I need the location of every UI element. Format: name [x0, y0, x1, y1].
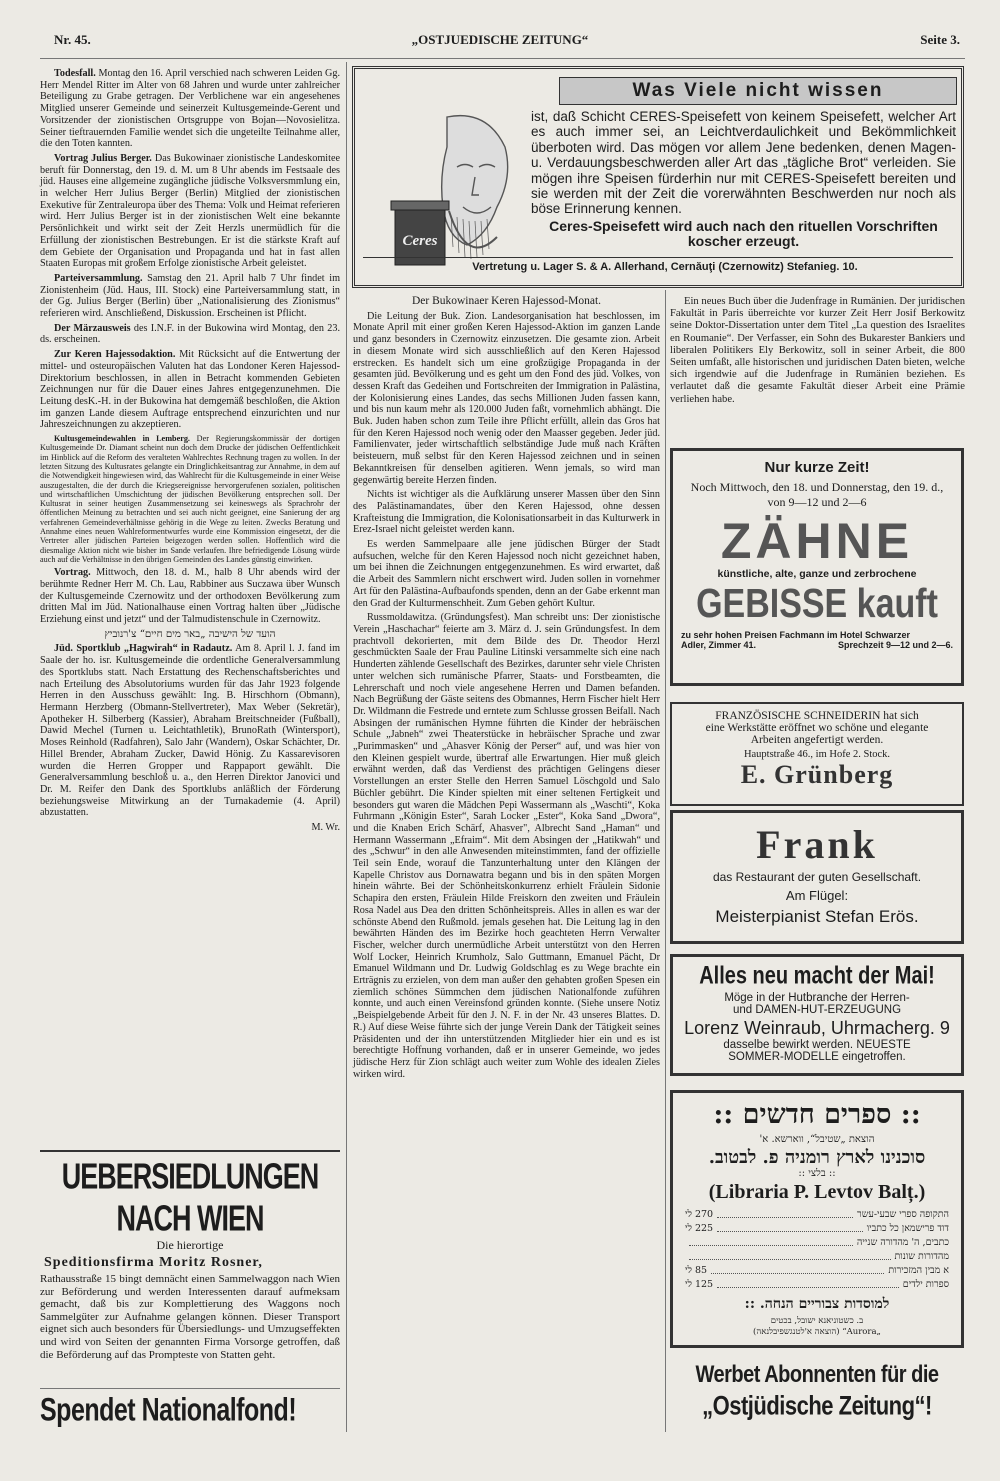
- spendet-nationalfond: Spendet Nationalfond!: [40, 1392, 297, 1429]
- levtov-item-leader: [717, 1278, 899, 1288]
- col1-paragraph-text: Am 8. April l. J. fand im Saale der ho. isr. Kultusgemeinde die ordentliche Generalversammlung des Sportklubs statt. Nach Erstattung des Rechenschaftsberichtes und nach Erteilung des Absolutoriums wurden für das Jahr 1923 folgende Herren in den Ausschuss gewählt: Ing. B. Hirschhorn (Obmann), Hermann Herzberg (Obmann-Stellvertreter), Max Weber (Sekretär), Apotheker H. Silberberg (Kassier), Abraham Breitschneider (Fußball), Dawid Mechel (Turnen u. Leichtathletik), BrunoRath (Wintersport), Moses Reinhold (Radfahren), Salo Jahr (Wandern), Oskar Schächter, Dr. Hillel Brender, Abraham Zucker, Dawid Hönig. Zu Kassarevisoren wurden die Herren Gropper und Rappaport gewählt. Die Generalversammlung beschloß u. a., den Herren Direktor Janovici und Dr. M. Reifer den Dank des Sportklubs anläßlich der Förderung beziehungsweise Mitwirkung an der Turnakademie (4. April) abzustatten.: [40, 643, 341, 819]
- col1-paragraph-text: Montag den 16. April verschied nach schweren Leiden Gg. Herr Mendel Ritter im Alter von 68 Jahren und wurde unter zahlreicher Beteiligung zu Grabe getragen. Der Verblichene war ein angesehenes Mitglied unserer Gemeinde und seinerzeit Kultusgemeinde-Gerent und Vorsitzender der zionistischen Ortsgruppe von Bojan—Novosielitza. Seiner tieftrauernden Familie wendet sich die ungeteilte Teilnahme aller, die den Toten kannten.: [40, 68, 340, 150]
- ad-levtov-sub-1: הוצאת „שטיבל“, ווארשא. א': [759, 1134, 875, 1145]
- col1-paragraph-lead: Todesfall.: [54, 68, 96, 79]
- newspaper-title: „OSTJUEDISCHE ZEITUNG“: [411, 32, 589, 47]
- col1-paragraph-lead: Jüd. Sportklub „Hagwirah“ in Radautz.: [54, 643, 233, 655]
- col1-paragraph: [40, 349, 340, 431]
- ad-mai-line-1: Möge in der Hutbranche der Herren-: [724, 992, 910, 1004]
- col1-paragraph-lead: Kultusgemeindewahlen in Lemberg.: [54, 434, 190, 444]
- col1-paragraph-text: Das Bukowinaer zionistische Landeskomitee beruft für Donnerstag, den 19. d. M. um 8 Uhr abends im Festsaale des jüd. Hauses eine allgemeine zugängliche jüdische Volksversmmlung ein, in welcher Herr Julius Berger (Berlin) Mitglied der zionistischen Exekutive für Zentraleuropa über des Thema: Volk und Heimat referieren wird. Herr Julius Berger ist in der zionistischen Welt eine bekannte Persönlichkeit und wirkt seit der Zeit Herzls unermüdlich für die Erfüllung der zionistischen Bestrebungen. Er ist die stärkste Kraft auf dem Gebiete der Organisation und Propaganda und hat in fast allen Staaten Europas mit großem Erfolge zionistische Arbeit geleistet.: [40, 152, 340, 270]
- col1-paragraph-lead: Vortrag Julius Berger.: [54, 152, 152, 164]
- col1-paragraph-text: Der Regierungskommissär der dortigen Kultusgemeinde Dr. Diamant scheint nun doch dem Drucke der jüdischen Oeffentlichkeit im Hinblick auf die Reform des veralteten Wahlrechtes Rechnung tragen zu wollen. In der letzten Sitzung des Kultusrates gelangte ein Dringlichkeitsantrag zur Annahme, in dem auf die Notwendigkeit hingewiesen wird, das Wahlrecht für die Kultusgemeinde in einer Weise auszugestalten, die der durch die Kriegsereignisse hervorgerufenen sozialen, politischen und wirtschaftlichen Umschichtung der jüdischen Bevölkerung entsprechen soll. Der Kultusrat in seiner heutigen Zusammensetzung sei keineswegs als Sprachrohr der öffentlichen Meinung zu betrachten und sei auch nicht geeignet, eine Sanierung der arg verfahrenen Gemeindeverhältnisse gehörig in die Wege zu leiten. Zwecks Beratung und Annahme eines neuen Wahlreformentwurfes wurde eine Kommission eingesetzt, der die Vertreter aller jüdischen Parteien beigezogen werden sollen. Hoffentlich wird die diesmalige Aktion nicht wie bisher im Sande verlaufen. Ihre befriedigende Lösung würde auch auf die Verhältnisse in den übrigen Gemeinden des Landes günstig einwirken.: [40, 434, 340, 564]
- col1-paragraph-lead: Zur Keren Hajessodaktion.: [54, 349, 176, 361]
- ad-levtov-sub-3: :: בלצי ::: [798, 1168, 836, 1179]
- spendet-rule: [40, 1388, 340, 1389]
- column-rule-1: [346, 62, 347, 1432]
- ad-zaehne-footer-3: Sprechzeit 9—12 und 2—6.: [837, 640, 953, 650]
- col1-paragraph-lead: Parteiversammlung.: [54, 272, 143, 284]
- ad-levtov-footer-1: למוסדות צבוריים הנחה. ::: [744, 1296, 890, 1312]
- ad-frank-pianist: Meisterpianist Stefan Erös.: [715, 907, 919, 926]
- levtov-item-price: 270 לי: [685, 1209, 714, 1220]
- ad-mai-line-2: und DAMEN-HUT-ERZEUGUNG: [732, 1004, 902, 1016]
- col3-book-notice: Ein neues Buch über die Judenfrage in Rumänien. Der juridischen Fakultät in Paris überreichte vor kurzer Zeit Herr Josif Berkowitz seine Doktor-Dissertation unter dem Titel „La question des Israelites en Roumanie“. Der Verfasser, ein Sohn des Bukarester Bankiers und liberalen Politikers Ely Berkowitz, soll in seiner Arbeit, die 800 Seiten umfaßt, alle historischen und juridischen Daten bieten, welche sich irgendwie auf die Judenfrage in Rumänien beziehen. Es verlautet daß die gesamte Fakultät dieser Arbeit eine Prämie verliehen habe.: [670, 296, 965, 405]
- levtov-item-text: כתבים, ה' מהדורה שנייה: [856, 1237, 949, 1248]
- col1-paragraph: [40, 68, 340, 150]
- ad-zaehne-sub: künstliche, alte, ganze und zerbrochene: [717, 568, 917, 580]
- levtov-item-row: [685, 1208, 949, 1222]
- ad-uebersiedlungen-sub: Die hierortige: [156, 1238, 224, 1252]
- levtov-item-text: ספרות ילדים: [902, 1279, 949, 1290]
- issue-number: Nr. 45.: [54, 32, 91, 47]
- ad-ceres: [352, 66, 964, 288]
- column-rule-2: [665, 290, 666, 1432]
- levtov-item-leader: [689, 1250, 891, 1260]
- ad-zaehne-footer-1: zu sehr hohen Preisen Fachmann im Hotel Schwarzer: [681, 630, 911, 640]
- ad-levtov-footer-2: ב. כשטוניאנא ישובל, בכטים: [770, 1316, 864, 1326]
- col1-paragraph-text: Mit Rücksicht auf die Entwertung der mittel- und osteuropäischen Valuten hat das Londoner Keren Hajessod-Direktorium beschlossen, in allen in Betracht kommenden Gebieten Zeichnungen nur für die Dauer eines Jahres entgegenzunehmen. Die Leitung desK.-H. in der Bukowina hat demgemäß beschloßen, die Aktion im ganzen Lande diesem Auftrage entsprechend einzurichten und nur Jahreszeichnungen zu akzeptieren.: [40, 349, 340, 431]
- levtov-item-price: 85 לי: [685, 1265, 708, 1276]
- levtov-item-leader: [717, 1222, 863, 1232]
- levtov-item-row: [685, 1264, 949, 1278]
- levtov-item-leader: [717, 1208, 853, 1218]
- ad-werbet: [670, 1358, 964, 1428]
- col2-paragraph: Es werden Sammelpaare alle jene jüdischen Bürger der Stadt aufsuchen, welche für den Keren Hajessod noch nicht gezeichnet haben, um bei ihnen die Zeichnungen entgegenzunehmen. Es wird erwartet, daß die Arbeit des Sammlern nicht erschwert wird. Juden sollen in vornehmer Art für den Palästina-Aufbaufonds spenden, denn an der Gabe erkennt man den Grad der Kulturmenschheit. Zum Geben gehört Kultur.: [353, 539, 660, 609]
- col2-headline: Der Bukowinaer Keren Hajessod-Monat.: [411, 295, 602, 307]
- ad-levtov-items: [685, 1208, 949, 1292]
- ad-frank-sub: das Restaurant der guten Gesellschaft.: [712, 870, 922, 884]
- ad-schneiderin-line-2: eine Werkstätte eröffnet wo schöne und elegante: [705, 722, 929, 734]
- col1-paragraph-text: M. Wr.: [311, 822, 340, 834]
- ad-mai: [670, 954, 964, 1076]
- ad-uebersiedlungen-body: Rathausstraße 15 bingt demnächt einen Sammelwaggon nach Wien zur Beförderung und werden Interessenten darauf aufmeksam gemacht, daß bis zur Komplettierung des Waggons noch Sammelgüter zur Aufnahme gelangen können. Dieser Transport eignet sich auch besonders für Übersiedlungs- und Umzugseffekten und wird von Seiten der genannten Firma Vorsorge getroffen, daß die Beförderung auf das Prompteste von Statten geht.: [40, 1273, 340, 1361]
- ad-mai-name: Lorenz Weinraub, Uhrmacherg. 9: [684, 1018, 950, 1038]
- col1-paragraph-lead: Vortrag.: [54, 567, 91, 579]
- col1-paragraph: [40, 643, 340, 819]
- col2-paragraph: Nichts ist wichtiger als die Aufklärung unserer Massen über den Sinn des Palästinamandates, über den Keren Hajessod, ohne dessen Krafteistung die Immigration, die Kolonisationsarbeit in das Kulturwerk in Erez-Israel nicht geleistet werden kann.: [353, 489, 660, 536]
- col1-paragraph: [40, 822, 340, 834]
- column-2: [353, 296, 660, 1083]
- ad-schneiderin-line-1: FRANZÖSISCHE SCHNEIDERIN hat sich: [715, 710, 919, 722]
- ceres-illustration: [387, 107, 525, 267]
- ad-ceres-text: ist, daß Schicht CERES-Speisefett von keinem Speisefett, welcher Art es auch immer sei, an Leichtverdaulichkeit und Bekömmlichkeit überboten wird. Das mögen vor allem Jene bedenken, denen Magen-u. Verdauungsbeschwerden aller Art das „tägliche Brot“ verleiden. Sie mögen ihre Speisen fürderhin nur mit CERES-Speisefett bereiten und sie werden mit der Zeit die vorerwähnten Beschwerden nur noch als böse Erinnerung kennen.: [531, 109, 956, 217]
- ad-mai-title: Alles neu macht der Mai!: [699, 962, 935, 990]
- levtov-item-text: התקופה ספרי שבעי-עשר: [857, 1209, 949, 1220]
- ad-ceres-title: Was Viele nicht wissen: [559, 77, 957, 105]
- ad-schneiderin-name: E. Grünberg: [740, 760, 894, 789]
- levtov-item-row: [685, 1250, 949, 1264]
- col1-paragraph: [40, 629, 340, 641]
- ad-ceres-bold-line: Ceres-Speisefett wird auch nach den rituellen Vorschriften koscher erzeugt.: [549, 217, 938, 249]
- ad-levtov-title: :: ספרים חדשים ::: [713, 1099, 921, 1130]
- column-3: [670, 296, 965, 409]
- ad-frank: [670, 810, 964, 944]
- col1-paragraph: [40, 323, 340, 346]
- col1-paragraph: [40, 434, 340, 564]
- col1-paragraph: [40, 567, 340, 626]
- ad-zaehne-title: ZÄHNE: [720, 513, 914, 569]
- ad-uebersiedlungen-firm: Speditionsfirma Moritz Rosner,: [44, 1255, 263, 1270]
- ad-ceres-rule: [363, 257, 953, 258]
- ad-frank-fluegel: Am Flügel:: [785, 888, 849, 903]
- levtov-item-price: 125 לי: [685, 1279, 714, 1290]
- col1-paragraph-text: הועד של הישיבה „באר מים חיים“ צ'רנוביץ: [104, 628, 276, 640]
- col1-paragraph-text: des I.N.F. in der Bukowina wird Montag, den 23. ds. erscheinen.: [40, 322, 340, 346]
- levtov-item-text: א מבין המזכירות: [888, 1265, 949, 1276]
- ad-mai-line-4: SOMMER-MODELLE eingetroffen.: [728, 1051, 906, 1063]
- ad-schneiderin-address: Hauptstraße 46., im Hofe 2. Stock.: [743, 749, 891, 760]
- column-1: [40, 68, 340, 837]
- ad-zaehne-top: Nur kurze Zeit!: [764, 459, 870, 476]
- ad-levtov-sub-2: סוכנינו לארץ רומניה פ. לבטוב.: [708, 1147, 926, 1168]
- levtov-item-row: [685, 1236, 949, 1250]
- ad-werbet-line-2: „Ostjüdische Zeitung“!: [702, 1390, 932, 1421]
- col2-paragraph: Russmoldawitza. (Gründungsfest). Man schreibt uns: Der zionistische Verein „Haschachar“ feierte am 3. März d. J. sein Gründungsfest. In dem prachtvoll dekorierten, mit dem Bilde des Dr. Theodor Herzl geschmückten Saale der Frau Pauline Litinski versammelte sich eine nach Hunderten zählende Gesellschaft des Bezirkes, darunter sehr viele Christen unter welchen sich rumänische Pfarrer, Staats- und Forstbeamten, die Lehrerschaft und noch viele angesehene Herren und Damen befanden. Nach Begrüßung der Gäste seitens des Obmannes, Herrn Fischer hielt Herr Dr. Wildmann die Festrede und erntete zum Schlusse grossen Beifall. Nach Absingen der rumänischen Hymne führten die Kinder der hebräischen Schule „Jabneh“ zwei Theaterstücke in hebräischer Sprache und zwar „Purimmasken“ und „Ahasver König der Perser“ auf, und was hier von den Kleinen gespielt wurde, übertraf alle Erwartungen. Hier muß gleich erwähnt werden, daß das Verdienst des prächtigen Gelingens dieser Vorstellungen an erster Stelle den Herren Samuel Löschgold und Salo Büchler gebührt. Die Kinder spielten mit einer seltenen Fertigkeit und besonders gut waren die Mädchen Pepi Wassermann als „Waschti“, Koka Fuhrmann „Königin Ester“, Sarah Locker „Ester“, Koka Sand „Dwora“, und die Knaben Erich Schärf, Ahasver", Albrecht Sand „Haman“ und Hermann Wassermann „Efraim“. Mit dem Absingen der „Hatikwah“ und des „Schwur“ in den alle Anwesenden miteinstimmten, fand der offizielle Teil sein Ende, worauf die Tanzunterhaltung unter den Klängen der Kapelle Christov aus Dornawatra begann und bis in den späten Morgen hinein währte. Bei der Schönheitskonkurrenz erhielt Fräulein Sidonie Schapira den ersten, Fräulein Hilde Freiskorn den zweiten und Fräulein Rosa Nadel aus Dea den dritten Schönheitspreis. Alles in allen es war der schönste Abend den Rußmold. jemals gesehen hat. Die Leitung lag in den bewährten Händen des im Bezirke hoch geachteten Herrn Verwalter Fischer, welcher durch unermüdliche Arbeit unterstützt von den Herren Wolf Locker, Heinrich Krumholz, Salo Guttmann, Emanuel Pächt, Dr Emanuel Wildmann und Dr. Ludwig Goldschlag es zu Wege brachte ein Erträgnis zu erzielen, von dem man außer den gehabten großen Spesen ein ziemlich schönes Sümmchen dem jüdischen Nationalfonde zuführen konnte, und auch einen Vereinsfond gründen konnte. (Siehe unsere Notiz „Beispielgebende Arbeit für den J. N. F. in der Nr. 43 unseres Blattes. D. R.) Auf diese Weise führte sich der junge Verein Dank der Tätigkeit seines Präsidenten und der ihn unterstützenden Mitglieder hier ein und es ist berechtigte Hoffnung vorhanden, daß er in unserer Gemeinde, wo jedes jüdische Herz für Zion schlägt auch weiter zum Wohle des idealen Zieles wirken wird.: [353, 612, 660, 1080]
- ad-schneiderin: [670, 702, 964, 806]
- col1-paragraph-text: Samstag den 21. April halb 7 Uhr findet im Zionistenheim (Jüd. Haus, III. Stock) eine Parteiversammlung statt, in der Gg. Julius Berger (Berlin) über „Nationalisierung des Zionismus“ referieren wird. Anschließend, Diskussion. Erscheinen ist Pflicht.: [40, 272, 340, 320]
- ad-schneiderin-line-3: Arbeiten angefertigt werden.: [750, 734, 884, 746]
- page-header: [40, 30, 960, 52]
- ad-mai-line-3: dasselbe bewirkt werden. NEUESTE: [723, 1039, 911, 1051]
- ad-ceres-body: [531, 109, 956, 249]
- ceres-can-label: Ceres: [402, 233, 438, 249]
- col1-paragraph-lead: Der Märzausweis: [54, 322, 131, 334]
- col1-paragraph: [40, 153, 340, 270]
- levtov-item-leader: [711, 1264, 884, 1274]
- header-rule: [40, 58, 965, 59]
- page-number: Seite 3.: [920, 32, 960, 47]
- ad-zaehne-gebisse: GEBISSE kauft: [696, 581, 938, 627]
- ad-zaehne-footer-2: Adler, Zimmer 41.: [681, 640, 757, 650]
- ad-levtov: [670, 1090, 964, 1348]
- levtov-item-leader: [689, 1236, 853, 1246]
- levtov-item-row: [685, 1222, 949, 1236]
- levtov-item-price: 225 לי: [685, 1223, 714, 1234]
- col2-paragraph: Die Leitung der Buk. Zion. Landesorganisation hat beschlossen, im Monate April mit einer großen Keren Hajessod-Aktion im ganzen Lande und ganz besonders in Czernowitz einzusetzen. Die gesamte zion. Arbeit in diesem Monate wird sich ausschließlich auf den Keren Hajessod erstrecken. Es handelt sich um eine großzügige Propaganda in der gesamten jüd. Bevölkerung und es geht um den Fond des jüd. Volkes, von dessen Kraft das Gedeihen und Fortschreiten der Immigration in Palästina, der Kolonisierung eines Landes, das sechs Millionen Juden fassen kann, und bis nun kaum mehr als 120.000 Juden faßt, vornehmlich abhängt. Die Buk. Juden haben schon zum Teile ihre Pflicht erfüllt, allein das Gros hat für den Keren Hajessod noch wenig oder den Maasser gegeben. Jeder jüd. Familienvater, jeder wirtschaftlich selbständige Jude muß nach Kräften beisteuern, muß selbst für den Keren Hajessod zeichnen und in seinen Bekanntkreisen für denselben agitieren. Wenn jemals, so wird man gegenwärtig bereite Herzen finden.: [353, 310, 660, 486]
- ad-zaehne: [670, 448, 964, 686]
- ad-levtov-name: (Libraria P. Levtov Balț.): [708, 1181, 926, 1203]
- ad-frank-name: Frank: [756, 822, 878, 867]
- ad-uebersiedlungen-title: UEBERSIEDLUNGEN NACH WIEN: [61, 1156, 319, 1239]
- ad-zaehne-dates: Noch Mittwoch, den 18. und Donnerstag, den 19. d., von 9—12 und 2—6: [690, 480, 944, 509]
- levtov-item-text: מהדורות שונות: [894, 1251, 949, 1262]
- col1-paragraph: [40, 273, 340, 320]
- levtov-item-text: דוד פרישמאן כל כתביו: [866, 1223, 949, 1234]
- col1-paragraph-text: Mittwoch, den 18. d. M., halb 8 Uhr abends wird der berühmte Redner Herr M. Ch. Lau, Rabbiner aus Suczawa über Wunsch der Kultusgemeinde Czernowitz und der orthodoxen Bevölkerung zum dritten Mal im Jüd. Nationalhause einen Vortrag halten über „Jüdische Erziehung einst und jetzt“ und der Talmudistenschule in Czernowitz.: [40, 567, 340, 626]
- ad-ceres-footer: Vertretung u. Lager S. & A. Allerhand, Cernăuţi (Czernowitz) Stefanieg. 10.: [472, 261, 858, 273]
- ad-uebersiedlungen: [40, 1150, 340, 1386]
- ad-werbet-line-1: Werbet Abonnenten für die: [695, 1361, 939, 1389]
- ad-levtov-footer-3: „Aurora“ (הוצאה א'לטנגשפיבלנאה): [753, 1327, 881, 1337]
- col2-paragraphs: [353, 311, 660, 1081]
- levtov-item-row: [685, 1278, 949, 1292]
